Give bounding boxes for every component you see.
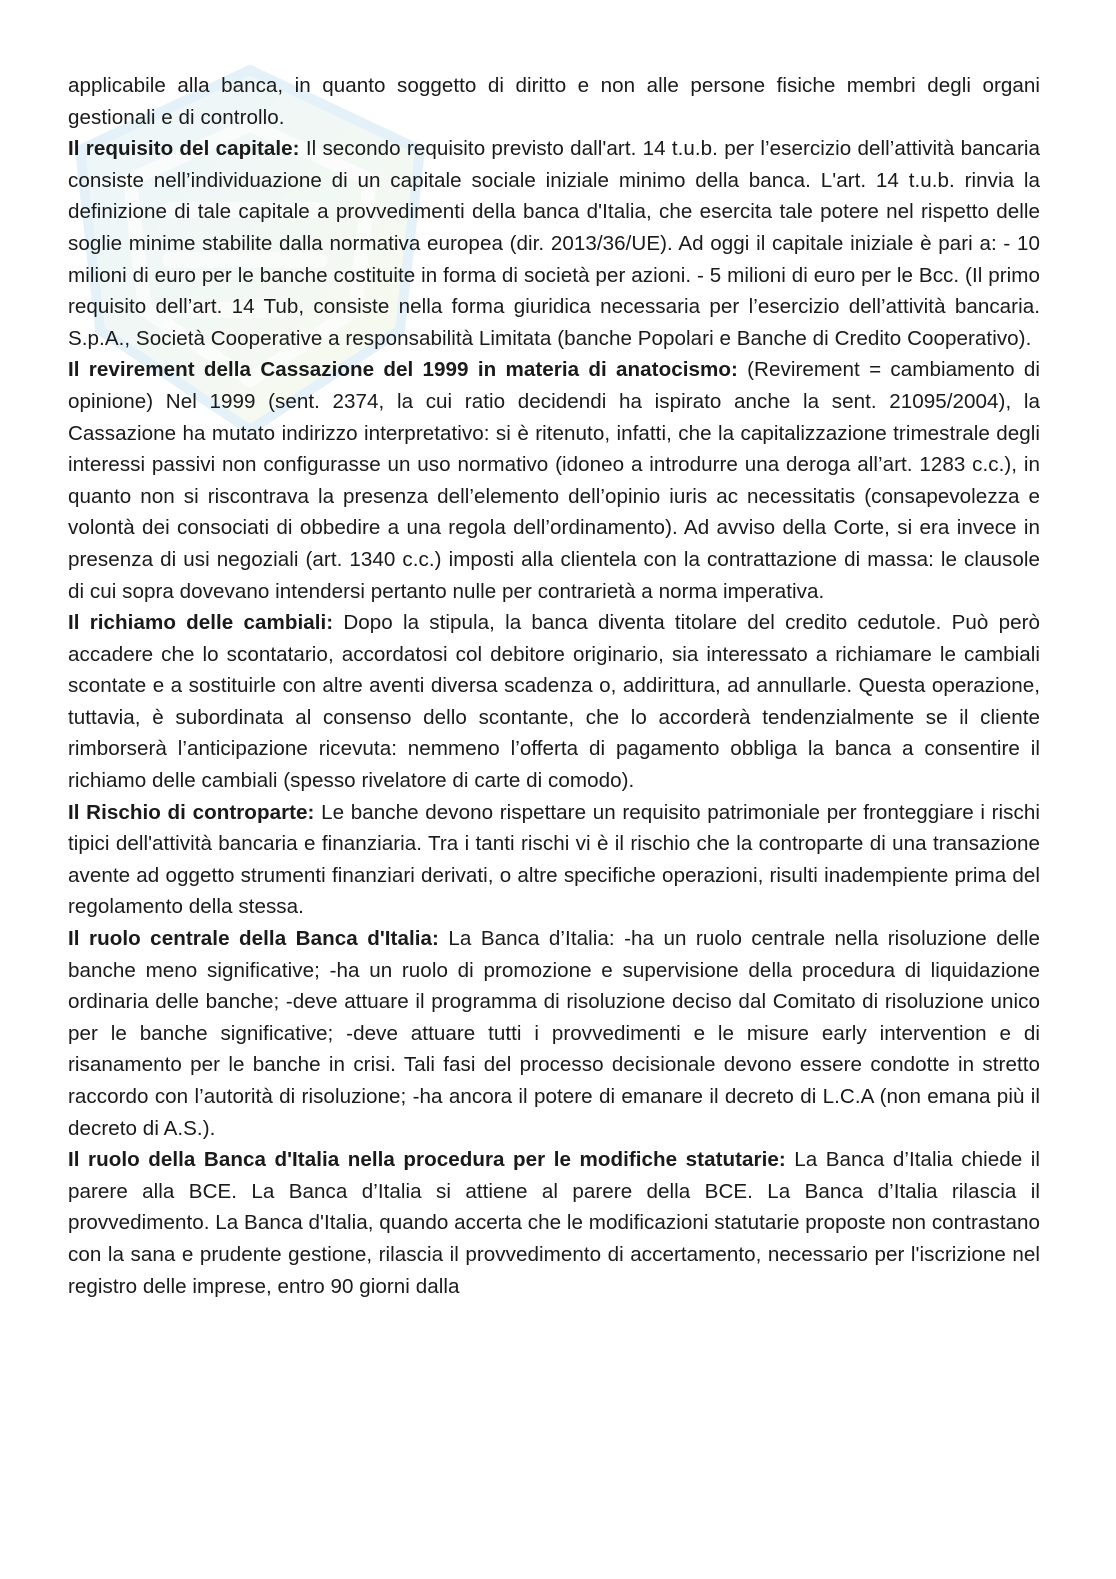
paragraph: [68, 354, 1040, 607]
paragraph-text: La Banca d’Italia: -ha un ruolo centrale nella risoluzione delle banche meno significative; -ha un ruolo di promozione e supervisione della procedura di liquidazione ordinaria delle banche; -deve attuare il programma di risoluzione deciso dal Comitato di risoluzione unico per le banche significative; -deve attuare tutti i provvedimenti e le misure early intervention e di risanamento per le banche in crisi. Tali fasi del processo decisionale devono essere condotte in stretto raccordo con l’autorità di risoluzione; -ha ancora il potere di emanare il decreto di L.C.A (non emana più il decreto di A.S.).: [68, 927, 1040, 1140]
paragraph-text: La Banca d’Italia chiede il parere alla BCE. La Banca d’Italia si attiene al parere della BCE. La Banca d’Italia rilascia il provvedimento. La Banca d'Italia, quando accerta che le modificazioni statutarie proposte non contrastano con la sana e prudente gestione, rilascia il provvedimento di accertamento, necessario per l'iscrizione nel registro delle imprese, entro 90 giorni dalla: [68, 1148, 1041, 1298]
paragraph-heading: Il richiamo delle cambiali:: [68, 611, 334, 635]
paragraph: [68, 607, 1040, 797]
paragraph: [68, 133, 1040, 354]
paragraph-text: (Revirement = cambiamento di opinione) Nel 1999 (sent. 2374, la cui ratio decidendi ha ispirato anche la sent. 21095/2004), la Cassazione ha mutato indirizzo interpretativo: si è ritenuto, infatti, che la capitalizzazione trimestrale degli interessi passivi non configurasse un uso normativo (idoneo a introdurre una deroga all’art. 1283 c.c.), in quanto non si riscontrava la presenza dell’elemento dell’opinio iuris ac necessitatis (consapevolezza e volontà dei consociati di obbedire a una regola dell’ordinamento). Ad avviso della Corte, si era invece in presenza di usi negoziali (art. 1340 c.c.) imposti alla clientela con la contrattazione di massa: le clausole di cui sopra dovevano intendersi pertanto nulle per contrarietà a norma imperativa.: [68, 358, 1040, 603]
paragraph-text: Dopo la stipula, la banca diventa titolare del credito cedutole. Può però accadere che lo scontatario, accordatosi col debitore originario, sia interessato a richiamare le cambiali scontate e a sostituirle con altre aventi diversa scadenza o, addirittura, ad annullarle. Questa operazione, tuttavia, è subordinata al consenso dello scontante, che lo accorderà tendenzialmente se il cliente rimborserà l’anticipazione ricevuta: nemmeno l’offerta di pagamento obbliga la banca a consentire il richiamo delle cambiali (spesso rivelatore di carte di comodo).: [68, 611, 1040, 793]
paragraph: [68, 1144, 1040, 1302]
paragraph-heading: Il Rischio di controparte:: [68, 800, 315, 824]
paragraph-heading: Il requisito del capitale:: [68, 137, 300, 161]
paragraph-heading: Il ruolo della Banca d'Italia nella procedura per le modifiche statutarie:: [68, 1148, 786, 1172]
paragraph: [68, 70, 1040, 133]
paragraph: [68, 923, 1040, 1144]
paragraph-text: applicabile alla banca, in quanto soggetto di diritto e non alle persone fisiche membri degli organi gestionali e di controllo.: [68, 74, 1040, 129]
paragraph-heading: Il revirement della Cassazione del 1999 in materia di anatocismo:: [68, 358, 738, 382]
paragraph-text: Le banche devono rispettare un requisito patrimoniale per fronteggiare i rischi tipici dell'attività bancaria e finanziaria. Tra i tanti rischi vi è il rischio che la controparte di una transazione avente ad oggetto strumenti finanziari derivati, o altre specifiche operazioni, risulti inadempiente prima del regolamento della stessa.: [68, 800, 1041, 919]
paragraph: [68, 797, 1040, 923]
document-body: [68, 70, 1040, 1302]
paragraph-text: Il secondo requisito previsto dall'art. 14 t.u.b. per l’esercizio dell’attività bancaria consiste nell’individuazione di un capitale sociale iniziale minimo della banca. L'art. 14 t.u.b. rinvia la definizione di tale capitale a provvedimenti della banca d'Italia, che esercita tale potere nel rispetto delle soglie minime stabilite dalla normativa europea (dir. 2013/36/UE). Ad oggi il capitale iniziale è pari a: - 10 milioni di euro per le banche costituite in forma di società per azioni. - 5 milioni di euro per le Bcc. (Il primo requisito dell’art. 14 Tub, consiste nella forma giuridica necessaria per l’esercizio dell’attività bancaria. S.p.A., Società Cooperative a responsabilità Limitata (banche Popolari e Banche di Credito Cooperativo).: [68, 137, 1040, 350]
paragraph-heading: Il ruolo centrale della Banca d'Italia:: [68, 927, 439, 951]
